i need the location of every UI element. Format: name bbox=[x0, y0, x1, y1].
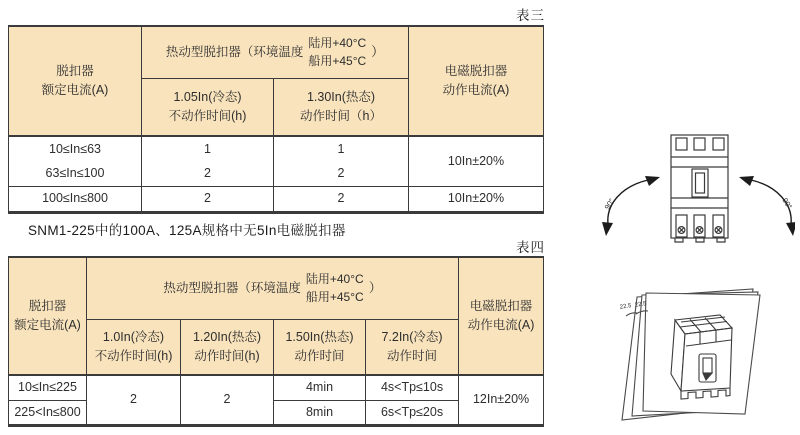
t4-magnetic-header: 电磁脱扣器 动作电流(A) bbox=[459, 257, 544, 375]
t3-r1-current: 10≤In≤63 bbox=[9, 136, 142, 161]
t3-r1-cold: 1 bbox=[142, 136, 274, 161]
t4-magnetic: 12In±20% bbox=[459, 375, 544, 425]
table4-header bbox=[9, 257, 544, 375]
breaker-tilt-diagram bbox=[615, 268, 795, 435]
arrowhead bbox=[739, 176, 754, 186]
t4-r1-72: 4s<Tp≤10s bbox=[366, 375, 459, 400]
table4-tag: 表四 bbox=[516, 240, 545, 255]
t4-r2-72: 6s<Tp≤20s bbox=[366, 400, 459, 425]
t4-cold: 2 bbox=[87, 375, 181, 425]
table3-tag: 表三 bbox=[516, 8, 545, 23]
t4-sub3-header: 1.50In(热态) 动作时间 bbox=[274, 319, 366, 375]
t3-hot-subheader: 1.30In(热态) 动作时间（h） bbox=[274, 78, 409, 136]
t3-row3 bbox=[9, 186, 544, 212]
t4-r2-150: 8min bbox=[274, 400, 366, 425]
arrowhead bbox=[786, 222, 795, 236]
rotation-arrow-left bbox=[602, 176, 660, 236]
t3-r3-cold: 2 bbox=[142, 186, 274, 212]
breaker-rotation-diagram bbox=[580, 118, 795, 253]
t3-cold-subheader: 1.05In(冷态) 不动作时间(h) bbox=[142, 78, 274, 136]
t3-r2-cold: 2 bbox=[142, 161, 274, 186]
arrowhead bbox=[602, 222, 613, 236]
left-angle-label: 90° bbox=[602, 196, 617, 212]
t4-release-current-header: 脱扣器 额定电流(A) bbox=[9, 257, 87, 375]
rotation-arrow-right bbox=[739, 176, 795, 236]
t3-r1-hot: 1 bbox=[274, 136, 409, 161]
table3-header bbox=[9, 26, 544, 136]
t4-hot: 2 bbox=[181, 375, 274, 425]
footnote-snm1-225: SNM1-225中的100A、125A规格中无5In电磁脱扣器 bbox=[28, 223, 346, 238]
tilt-angle-label-front: 22.5 bbox=[634, 301, 647, 309]
t4-row1 bbox=[9, 375, 544, 400]
t4-r2-current: 225<In≤800 bbox=[9, 400, 87, 425]
t3-r3-hot: 2 bbox=[274, 186, 409, 212]
t4-sub1-header: 1.0In(冷态) 不动作时间(h) bbox=[87, 319, 181, 375]
t3-thermal-header: 热动型脱扣器（环境温度 陆用+40°C 船用+45°C ） bbox=[142, 26, 409, 78]
right-angle-label: 90° bbox=[780, 196, 795, 211]
t3-r12-magnetic: 10In±20% bbox=[409, 136, 544, 186]
breaker-front-view bbox=[671, 135, 728, 242]
t3-row1 bbox=[9, 136, 544, 161]
t3-r3-magnetic: 10In±20% bbox=[409, 186, 544, 212]
breaker-isometric bbox=[671, 315, 732, 399]
t3-release-current-header: 脱扣器 额定电流(A) bbox=[9, 26, 142, 136]
table3 bbox=[8, 25, 544, 214]
t3-r2-current: 63≤In≤100 bbox=[9, 161, 142, 186]
t3-r2-hot: 2 bbox=[274, 161, 409, 186]
t4-r1-150: 4min bbox=[274, 375, 366, 400]
arrowhead bbox=[645, 176, 660, 186]
t4-sub2-header: 1.20In(热态) 动作时间(h) bbox=[181, 319, 274, 375]
table4 bbox=[8, 256, 544, 427]
tilt-angle-label-back: 22.5 bbox=[619, 303, 632, 311]
t4-r1-current: 10≤In≤225 bbox=[9, 375, 87, 400]
t3-magnetic-header: 电磁脱扣器 动作电流(A) bbox=[409, 26, 544, 136]
t4-thermal-header: 热动型脱扣器（环境温度 陆用+40°C 船用+45°C ） bbox=[87, 257, 459, 319]
t4-sub4-header: 7.2In(冷态) 动作时间 bbox=[366, 319, 459, 375]
t3-r3-current: 100≤In≤800 bbox=[9, 186, 142, 212]
